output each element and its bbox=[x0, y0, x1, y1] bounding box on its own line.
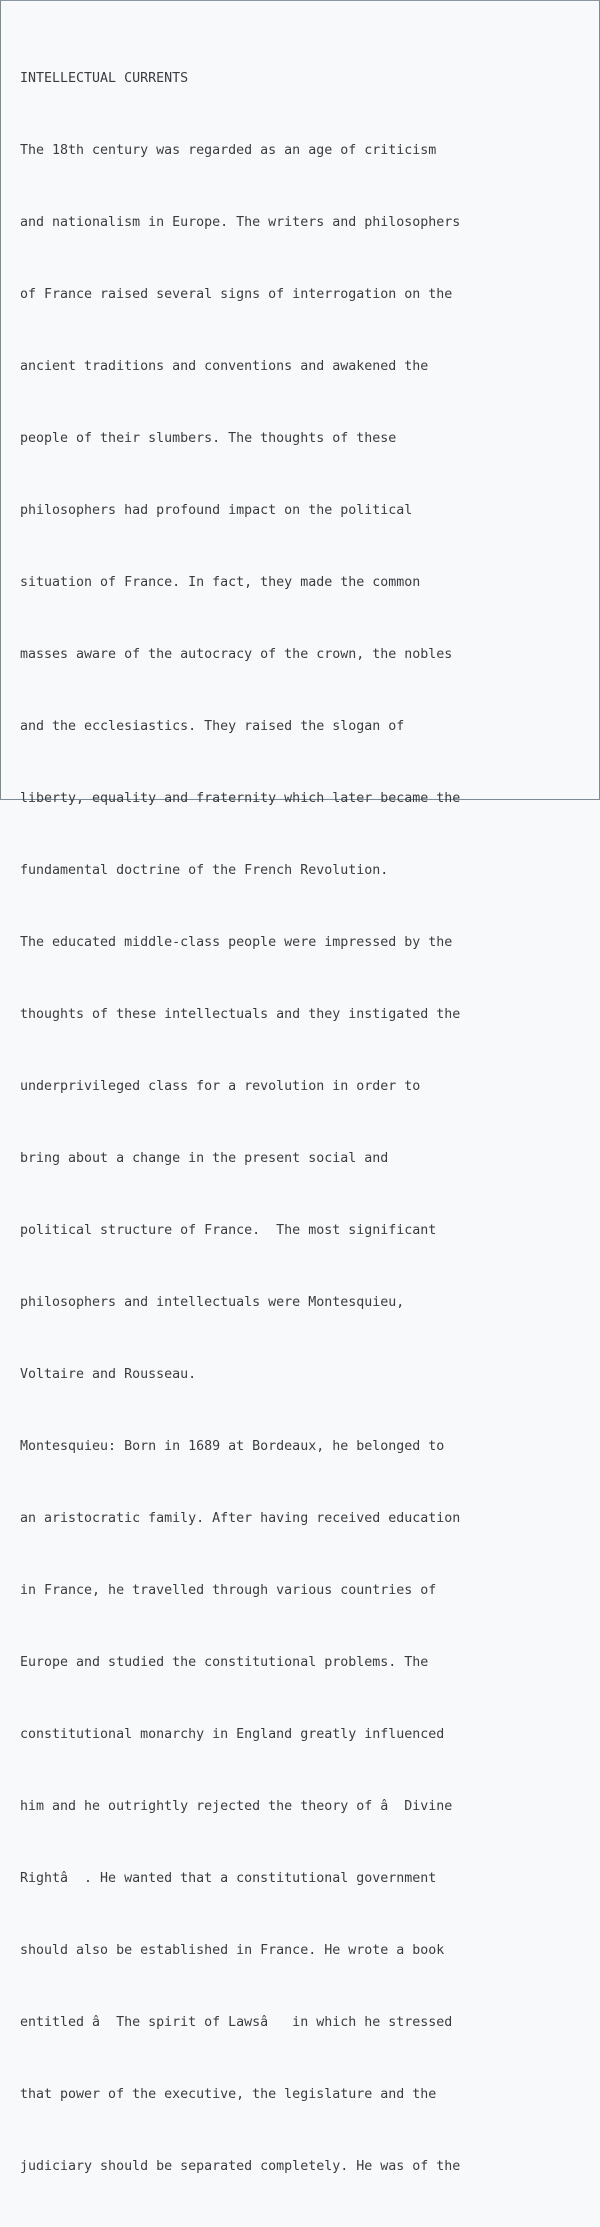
text-line: entitled â The spirit of Lawsâ in which he stressed bbox=[20, 2015, 453, 2030]
text-line: ancient traditions and conventions and awakened the bbox=[20, 359, 429, 374]
text-line: situation of France. In fact, they made the common bbox=[20, 575, 421, 590]
text-line: him and he outrightly rejected the theory of â Divine bbox=[20, 1799, 453, 1814]
text-line: Voltaire and Rousseau. bbox=[20, 1367, 197, 1382]
text-line: philosophers and intellectuals were Montesquieu, bbox=[20, 1295, 405, 1310]
text-line: thoughts of these intellectuals and they instigated the bbox=[20, 1007, 461, 1022]
text-line: that power of the executive, the legislature and the bbox=[20, 2087, 437, 2102]
text-line: should also be established in France. He wrote a book bbox=[20, 1943, 445, 1958]
text-line: Montesquieu: Born in 1689 at Bordeaux, he belonged to bbox=[20, 1439, 445, 1454]
text-line: political structure of France. The most significant bbox=[20, 1223, 437, 1238]
text-line: an aristocratic family. After having received education bbox=[20, 1511, 461, 1526]
text-line: of France raised several signs of interrogation on the bbox=[20, 287, 453, 302]
document-text bbox=[20, 19, 599, 2227]
text-line: and nationalism in Europe. The writers and philosophers bbox=[20, 215, 461, 230]
text-line: philosophers had profound impact on the political bbox=[20, 503, 413, 518]
text-line: Rightâ . He wanted that a constitutional government bbox=[20, 1871, 437, 1886]
text-line: bring about a change in the present social and bbox=[20, 1151, 389, 1166]
text-line: in France, he travelled through various countries of bbox=[20, 1583, 437, 1598]
text-line: constitutional monarchy in England greatly influenced bbox=[20, 1727, 445, 1742]
text-line: people of their slumbers. The thoughts of these bbox=[20, 431, 397, 446]
text-line: fundamental doctrine of the French Revolution. bbox=[20, 863, 389, 878]
text-line: The educated middle-class people were impressed by the bbox=[20, 935, 453, 950]
document-title: INTELLECTUAL CURRENTS bbox=[20, 71, 189, 86]
text-line: judiciary should be separated completely. He was of the bbox=[20, 2159, 461, 2174]
text-line: liberty, equality and fraternity which later became the bbox=[20, 791, 461, 806]
text-line: Europe and studied the constitutional problems. The bbox=[20, 1655, 429, 1670]
text-line: The 18th century was regarded as an age of criticism bbox=[20, 143, 437, 158]
text-line: masses aware of the autocracy of the crown, the nobles bbox=[20, 647, 453, 662]
text-line: and the ecclesiastics. They raised the slogan of bbox=[20, 719, 405, 734]
text-line: underprivileged class for a revolution in order to bbox=[20, 1079, 421, 1094]
